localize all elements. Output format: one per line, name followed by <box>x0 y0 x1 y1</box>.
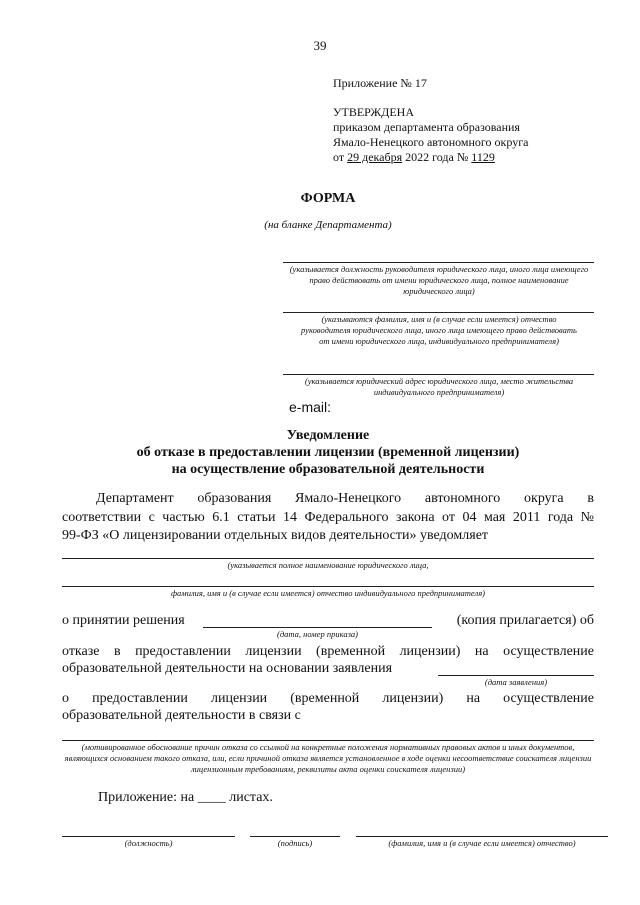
fio-line[interactable] <box>62 586 594 587</box>
email-label: e-mail: <box>289 399 332 415</box>
application-date-line[interactable] <box>438 675 594 676</box>
position-note: (должность) <box>124 838 173 848</box>
basis-line: образовательной деятельности на основании заявления <box>62 661 393 676</box>
reason-input-line[interactable] <box>62 740 594 741</box>
fio-signature-line[interactable] <box>356 836 608 837</box>
approval-block <box>333 76 528 165</box>
reason-line: образовательной деятельности в связи с <box>62 708 301 723</box>
approval-line-2: Ямало-Ненецкого автономного округа <box>333 135 529 149</box>
fio-signature-note: (фамилия, имя и (в случае если имеется) отчество) <box>388 838 576 848</box>
notice-subtitle-2: на осуществление образовательной деятельности <box>171 462 485 477</box>
sign-signature-line[interactable] <box>250 836 340 837</box>
date-prefix: от <box>333 150 348 164</box>
letterhead-note: (на бланке Департамента) <box>264 219 392 231</box>
body-line-3: 99-ФЗ «О лицензировании отдельных видов деятельности» уведомляет <box>62 528 489 543</box>
body-line-1: Департамент образования Ямало-Ненецкого автономного округа в <box>96 491 594 506</box>
notice-subtitle-1: об отказе в предоставлении лицензии (временной лицензии) <box>136 445 520 460</box>
order-date-note: (дата, номер приказа) <box>277 629 358 639</box>
position-signature-line[interactable] <box>62 836 235 837</box>
approval-line-1: приказом департамента образования <box>333 120 520 134</box>
decision-prefix: о принятии решения <box>62 613 185 628</box>
attachment-line: Приложение: на ____ листах. <box>98 790 273 805</box>
approval-date: 29 декабря <box>347 150 403 164</box>
appendix-label: Приложение № 17 <box>333 76 427 90</box>
refusal-line: отказе в предоставлении лицензии (временной лицензии) на осуществление <box>62 644 594 659</box>
sign-note: (подпись) <box>277 838 313 848</box>
form-title: ФОРМА <box>300 191 356 206</box>
body-line-2: соответствии с частью 6.1 статьи 14 Федерального закона от 04 мая 2011 года № <box>62 510 594 525</box>
addressee-note-3: (указывается юридический адрес юридического лица, место жительства индивидуального предпринимателя) <box>304 376 574 397</box>
addressee-line-3[interactable] <box>283 374 594 375</box>
approved-label: УТВЕРЖДЕНА <box>333 105 415 119</box>
decision-suffix: (копия прилагается) об <box>456 613 594 628</box>
addressee-note-2: (указываются фамилия, имя и (в случае если имеется) отчество руководителя юридического лица, иного лица имеющего право действовать от имени юридического лица, индивидуального предпринимателя) <box>301 314 577 346</box>
order-date-line[interactable] <box>203 627 432 628</box>
notice-title: Уведомление <box>286 428 370 443</box>
reason-note: (мотивированное обоснование причин отказа со ссылкой на конкретные положения нормативных правовых актов и иных документов, являющихся основанием такого отказа, или, если причиной отказа является установленное в ходе оценки несоответствие соискателя лицензии лицензионным требованиям, реквизиты акта оценки соискателя лицензии) <box>64 742 592 774</box>
addressee-line-2[interactable] <box>283 312 594 313</box>
approval-date-line <box>333 150 528 165</box>
org-name-note: (указывается полное наименование юридического лица, <box>227 560 429 570</box>
provision-line: о предоставлении лицензии (временной лицензии) на осуществление <box>62 691 594 706</box>
page-number: 39 <box>313 38 327 53</box>
order-number: 1129 <box>471 150 495 164</box>
fio-note: фамилия, имя и (в случае если имеется) отчество индивидуального предпринимателя) <box>171 588 485 598</box>
addressee-line-1[interactable] <box>283 262 594 263</box>
application-date-note: (дата заявления) <box>484 677 548 687</box>
org-name-line[interactable] <box>62 558 594 559</box>
date-mid: 2022 года № <box>402 150 472 164</box>
addressee-note-1: (указывается должность руководителя юридического лица, иного лица имеющего право действовать от имени юридического лица, полное наименование юридического лица) <box>289 264 589 296</box>
